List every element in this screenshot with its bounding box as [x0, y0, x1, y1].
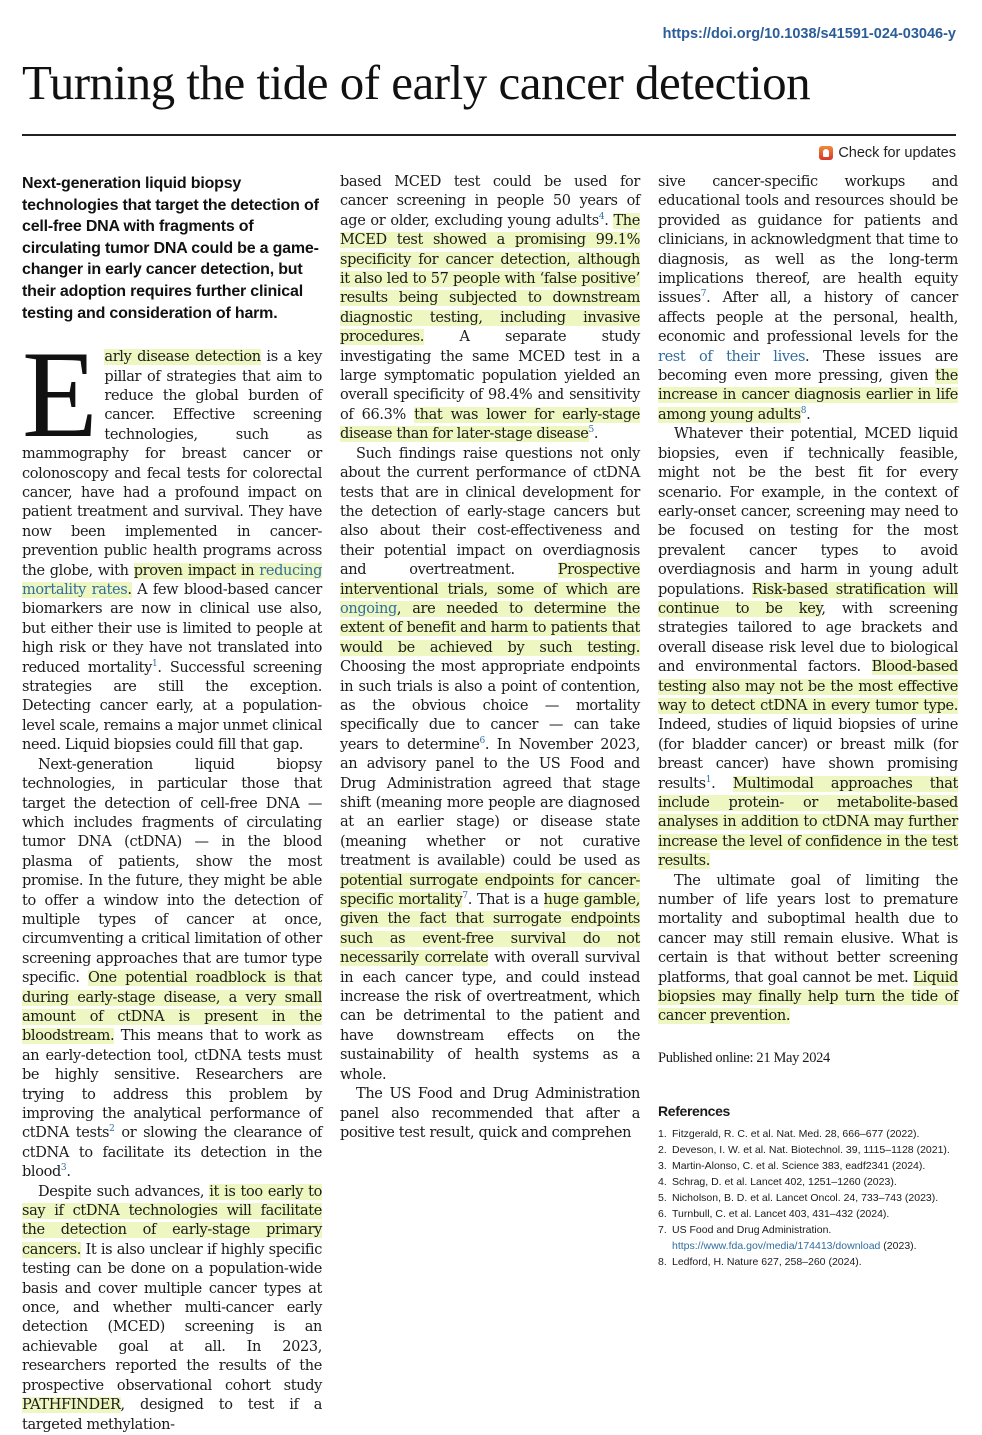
reference-number: 3.: [658, 1159, 667, 1172]
reference-year: (2023).: [880, 1239, 917, 1252]
highlighted-text: The MCED test showed a promising 99.1% specificity for cancer detection, although it also led to 57 people with ‘false positive’ results being subjected to downstream diagnostic testing, including invasive procedures.: [340, 212, 640, 346]
highlighted-text: proven impact in: [133, 562, 260, 579]
reference-item: [658, 1190, 958, 1206]
paragraph-p5-cont: [658, 173, 958, 425]
reference-text: [672, 1158, 925, 1174]
highlighted-text: arly disease detection: [104, 349, 261, 366]
reference-number: 8.: [658, 1255, 667, 1268]
reference-item: [658, 1254, 958, 1270]
highlighted-text: PATHFINDER: [22, 1397, 121, 1414]
paragraph-p2: [22, 756, 322, 1183]
highlighted-text: .: [127, 582, 132, 599]
highlighted-text: Risk-based stratification will continue to be key: [658, 581, 958, 617]
highlighted-text: the increase in cancer diagnosis earlier in life among young adults: [658, 368, 958, 423]
text-run: .: [604, 212, 614, 229]
reference-number: 6.: [658, 1207, 667, 1220]
text-run: . Successful screening strategies are still the exception. Detecting cancer early, at a population-level scale, remains a major unmet clinical need. Liquid biopsies could fill that gap.: [22, 659, 322, 754]
citation-ref[interactable]: 5: [588, 425, 594, 436]
reference-text: [672, 1190, 938, 1206]
reference-citation: Deveson, I. W. et al. Nat. Biotechnol. 39, 1115–1128 (2021).: [672, 1143, 950, 1156]
column-3: [658, 173, 958, 1270]
citation-ref[interactable]: 4: [598, 211, 605, 222]
highlighted-text: One potential roadblock is that during early-stage disease, a very small amount of ctDNA is present in the bloodstream.: [22, 970, 323, 1045]
citation-ref[interactable]: 2: [109, 1124, 115, 1135]
text-run: .: [66, 1164, 71, 1181]
reference-citation: Martin-Alonso, C. et al. Science 383, eadf2341 (2024).: [672, 1159, 926, 1172]
check-updates-label: Check for updates: [838, 145, 956, 161]
reference-citation: Ledford, H. Nature 627, 258–260 (2024).: [672, 1255, 862, 1268]
highlighted-text: potential surrogate endpoints for cancer-specific mortality: [340, 872, 640, 909]
citation-ref[interactable]: 7: [700, 289, 707, 300]
inline-link[interactable]: ongoing: [340, 600, 397, 617]
text-run: .: [711, 775, 733, 792]
text-run: based MCED test could be used for cancer screening in people 50 years of age or older, excluding young adults: [340, 174, 640, 229]
text-run: A separate study investigating the same MCED test in a large symptomatic population yielded an overall specificity of 98.4% and sensitivity of 66.3%: [340, 329, 640, 423]
reference-citation: Fitzgerald, R. C. et al. Nat. Med. 28, 666–677 (2022).: [672, 1127, 920, 1140]
highlighted-text: Blood-based testing also may not be the most effective way to detect ctDNA in every tumor type.: [658, 659, 958, 714]
highlighted-text: Liquid biopsies may finally help turn the tide of cancer prevention.: [658, 969, 958, 1025]
reference-item: [658, 1158, 958, 1174]
text-run: . That is a: [467, 892, 544, 909]
reference-text: [672, 1174, 897, 1190]
article-title: Turning the tide of early cancer detection: [22, 55, 811, 110]
paragraph-p6: [658, 425, 958, 871]
text-run: The ultimate goal of limiting the number of life years lost to premature mortality and suboptimal health due to cancer may still remain elusive. What is certain is that without better screening platforms, that goal cannot be met.: [658, 872, 958, 986]
inline-link[interactable]: reducing mortality rates: [22, 562, 323, 599]
highlighted-text: Multimodal approaches that include protein- or metabolite-based analyses in addition to ctDNA may further increase the level of confidence in the test results.: [658, 775, 958, 870]
paragraph-p7: [658, 872, 958, 1027]
reference-text: [672, 1142, 950, 1158]
reference-text: [672, 1206, 889, 1222]
text-run: Indeed, studies of liquid biopsies of urine (for bladder cancer) or breast milk (for breast cancer) have shown promising results: [658, 717, 958, 792]
drop-cap: E: [22, 326, 98, 464]
text-run: , designed to test if a targeted methylation-: [22, 1397, 322, 1433]
text-run: . After all, a history of cancer affects people at the personal, health, economic and professional levels for the: [658, 290, 958, 346]
highlighted-text: , are needed to determine the extent of benefit and harm to patients that would be achieved by such testing.: [340, 600, 640, 656]
text-run: . These issues are becoming even more pressing, given: [658, 348, 958, 385]
highlighted-text: it is too early to say if ctDNA technologies will facilitate the detection of early-stage primary cancers.: [22, 1183, 322, 1258]
reference-text: [672, 1222, 958, 1254]
column-2: [340, 173, 640, 1143]
published-date: Published online: 21 May 2024: [658, 1049, 830, 1066]
citation-ref[interactable]: 1: [705, 774, 712, 785]
reference-citation: Turnbull, C. et al. Lancet 403, 431–432 (2024).: [672, 1207, 890, 1220]
text-run: is a key pillar of strategies that aim to reduce the global burden of cancer. Effective screening technologies, such as mammography for breast cancer or colonoscopy and fecal tests for colorectal cancer, have had a profound impact on patient treatment and survival. They have now been implemented in cancer-prevention public health programs across the globe, with: [22, 349, 322, 579]
text-run: . In November 2023, an advisory panel to the US Food and Drug Administration agreed that stage shift (meaning more people are diagnosed at an earlier stage) or disease state (meaning whether or not curative treatment is available) could be used as: [340, 736, 640, 870]
text-run: with overall survival in each cancer type, and could instead increase the risk of overtreatment, which can be detrimental to the patient and have downstream effects on the sustainability of health systems as a whole.: [340, 950, 640, 1083]
citation-ref[interactable]: 6: [479, 735, 485, 746]
paragraph-p3-cont: [340, 173, 640, 445]
reference-number: 1.: [658, 1127, 667, 1140]
citation-ref[interactable]: 7: [462, 891, 468, 902]
title-rule: [22, 134, 956, 136]
reference-url-link[interactable]: https://www.fda.gov/media/174413/download: [672, 1239, 881, 1252]
reference-number: 2.: [658, 1143, 667, 1156]
highlighted-text: Prospective interventional trials, some of which are: [340, 562, 640, 598]
highlighted-text: that was lower for early-stage disease than for later-stage disease: [340, 406, 640, 443]
reference-number: 7.: [658, 1223, 667, 1236]
inline-link[interactable]: rest of their lives: [658, 348, 806, 365]
check-updates-icon: [819, 146, 833, 160]
reference-item: [658, 1174, 958, 1190]
text-run: This means that to work as an early-detection tool, ctDNA tests must be highly sensitive. Researchers are trying to address this problem by improving the analytical performance of ctDNA tests: [22, 1028, 322, 1142]
paragraph-p4: [340, 445, 640, 1085]
reference-number: 5.: [658, 1191, 667, 1204]
check-updates-button[interactable]: [819, 145, 956, 161]
text-run: The US Food and Drug Administration panel also recommended that after a positive test result, quick and comprehen: [340, 1086, 640, 1141]
text-run: Next-generation liquid biopsy technologies, in particular those that target the detection of cell-free DNA — which includes fragments of circulating tumor DNA (ctDNA) — in the blood plasma of patients, show the most promise. In the future, they might be able to offer a window into the detection of multiple types of cancer at once, circumventing a critical limitation of other screening approaches that are tumor type specific.: [22, 756, 322, 987]
references-list: [658, 1126, 958, 1270]
standfirst: Next-generation liquid biopsy technologies that target the detection of cell-free DNA with fragments of circulating tumor DNA could be a game-changer in early cancer detection, but their adoption requires further clinical testing and consideration of harm.: [22, 175, 319, 322]
reference-item: [658, 1142, 958, 1158]
reference-text: [672, 1126, 919, 1142]
reference-citation: Schrag, D. et al. Lancet 402, 1251–1260 (2023).: [672, 1175, 897, 1188]
citation-ref[interactable]: 3: [60, 1163, 67, 1174]
reference-citation: Nicholson, B. D. et al. Lancet Oncol. 24, 733–743 (2023).: [672, 1191, 939, 1204]
reference-item: [658, 1222, 958, 1254]
text-run: .: [593, 426, 599, 443]
reference-text: [672, 1254, 862, 1270]
highlighted-text: huge gamble, given the fact that surrogate endpoints such as event-free survival do not necessarily correlate: [340, 892, 640, 967]
column-1: [22, 173, 322, 1435]
text-run: It is also unclear if highly specific testing can be done on a population-wide basis and cover multiple cancer types at once, and whether multi-cancer early detection (MCED) screening is an achievable goal at all. In 2023, researchers reported the results of the prospective observational cohort study: [22, 1241, 322, 1394]
text-run: , with screening strategies tailored to age brackets and overall disease risk level due to biological and environmental factors.: [658, 600, 958, 676]
citation-ref[interactable]: 8: [800, 406, 807, 417]
text-run: sive cancer-specific workups and educational tools and resources should be provided as guidance for patients and clinicians, in acknowledgment that time to diagnosis, as well as the long-term implications thereof, are health equity issues: [658, 174, 958, 307]
text-run: or slowing the clearance of ctDNA to facilitate its detection in the blood: [22, 1125, 322, 1181]
text-run: Despite such advances,: [38, 1183, 210, 1200]
paragraph-p3: [22, 1183, 322, 1435]
citation-ref[interactable]: 1: [151, 658, 158, 669]
text-run: Whatever their potential, MCED liquid biopsies, even if technically feasible, might not be the best fit for every scenario. For example, in the context of early-onset cancer, screening may need to be focused on testing for the most prevalent cancer types to avoid overdiagnosis and harm in young adult populations.: [658, 426, 958, 598]
reference-number: 4.: [658, 1175, 667, 1188]
reference-citation: US Food and Drug Administration.: [672, 1223, 832, 1236]
text-run: Choosing the most appropriate endpoints in such trials is also a point of contention, as the obvious choice — mortality specifically due to cancer — can take years to determine: [340, 659, 640, 753]
text-run: A few blood-based cancer biomarkers are now in clinical use also, but either their use is limited to people at high risk or they have not translated into reduced mortality: [22, 582, 322, 676]
text-run: .: [806, 406, 811, 423]
paragraph-p5: [340, 1085, 640, 1143]
references-heading: References: [658, 1103, 730, 1120]
doi-link[interactable]: https://doi.org/10.1038/s41591-024-03046-y: [662, 26, 956, 42]
paragraph-p1: [22, 326, 323, 756]
text-run: Such findings raise questions not only about the current performance of ctDNA tests that are in clinical development for the detection of early-stage cancers but also about their cost-effectiveness and their potential impact on overdiagnosis and overtreatment.: [340, 445, 640, 579]
reference-item: [658, 1126, 958, 1142]
reference-item: [658, 1206, 958, 1222]
